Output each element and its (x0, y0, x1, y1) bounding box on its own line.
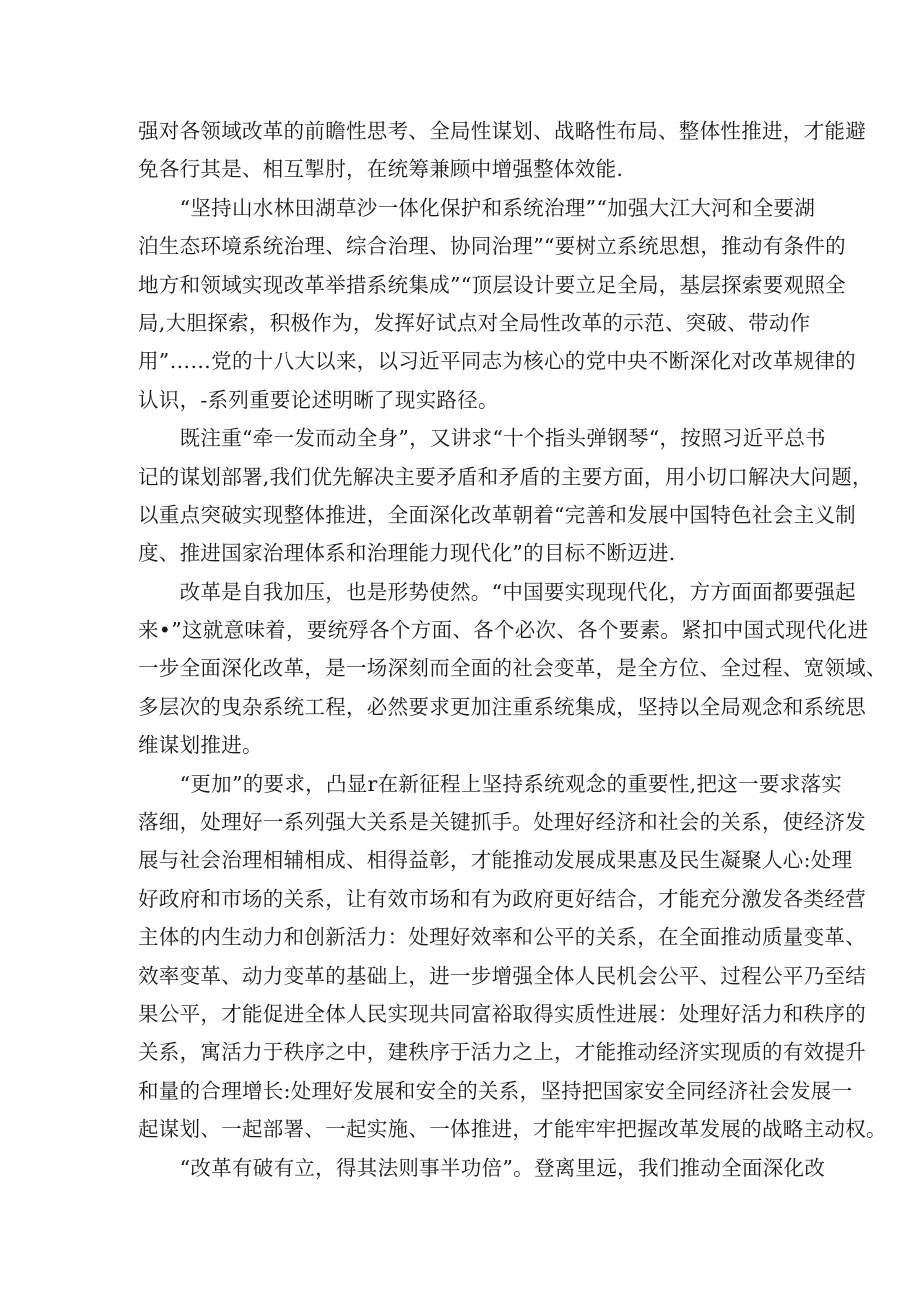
paragraph (138, 189, 856, 419)
text-line: 主体的内生动力和创新活力：处理好效率和公平的关系，在全面推动质量变革、 (138, 925, 866, 950)
text-line: “改革有破有立，得其法则事半功倍”。登离里远，我们推动全面深化改 (138, 1155, 826, 1180)
text-line: 好政府和市场的关系，让有效市场和有为政府更好结合，才能充分激发各类经营 (138, 886, 866, 911)
text-line: 以重点突破实现整体推进，全面深化改革朝着“完善和发展中国特色社会主义制 (138, 502, 856, 527)
paragraph (138, 419, 873, 573)
text-line: “坚持山水林田湖草沙一体化保护和系统治理”“加强大江大河和全要湖 (138, 195, 816, 220)
text-line: 记的谋划部署,我们优先解决主要矛盾和矛盾的主要方面，用小切口解决大问题， (138, 464, 873, 489)
text-line: 关系，寓活力于秩序之中，建秩序于活力之上，才能推动经济实现质的有效提升 (138, 1040, 866, 1065)
text-line: 泊生态环境系统治理、综合治理、协同治理”“要树立系统思想，推动有条件的 (138, 234, 846, 259)
text-line: 认识，-系列重要论述明晰了现实路径。 (138, 387, 499, 412)
paragraph (138, 112, 866, 189)
paragraph (138, 765, 887, 1149)
paragraph (138, 573, 887, 765)
text-line: 局,大胆探索，积极作为，发挥好试点对全局性改革的示范、突破、带动作 (138, 310, 811, 335)
text-line: 既注重“牵一发而动全身”，又讲求“十个指头弹钢琴“，按照习近平总书 (138, 426, 826, 451)
text-line: 度、推进国家治理体系和治理能力现代化”的目标不断迈进. (138, 541, 676, 566)
text-line: 果公平，才能促进全体人民实现共同富裕取得实质性进展：处理好活力和秩序的 (138, 1001, 866, 1026)
text-line: 起谋划、一起部署、一起实施、一体推进，才能牢牢把握改革发展的战略主动权。 (138, 1117, 887, 1142)
text-line: 多层次的曳杂系统工程，必然要求更加注重系统集成，坚持以全局观念和系统思 (138, 694, 866, 719)
text-line: 免各行其是、相互掣肘，在统筹兼顾中增强整体效能. (138, 157, 624, 182)
text-line: 来•”这就意味着，要统殍各个方面、各个必次、各个要素。紧扣中国式现代化进 (138, 618, 869, 643)
text-line: 和量的合理增长:处理好发展和安全的关系，坚持把国家安全同经济社会发展一 (138, 1078, 853, 1103)
text-line: 地方和领域实现改革举措系统集成”“顶层设计要立足全局，基层探索要观照全 (138, 272, 846, 297)
text-line: 改革是自我加压，也是形势使然。“中国要实现现代化，方方面面都要强起 (138, 579, 856, 604)
text-line: 展与社会治理相辅相成、相得益彰，才能推动发展成果惠及民生凝聚人心:处理 (138, 848, 853, 873)
text-line: 用”……党的十八大以来，以习近平同志为核心的党中央不断深化对改革规律的 (138, 349, 856, 374)
text-line: 落细，处理好一系列强大关系是关键抓手。处理好经济和社会的关系，使经济发 (138, 810, 866, 835)
text-line: 效率变革、动力变革的基础上，进一步增强全体人民机会公平、过程公平乃至结 (138, 963, 866, 988)
paragraph (138, 1149, 826, 1187)
text-line: 一步全面深化改革，是一场深刻而全面的社会变革，是全方位、全过程、宽领域、 (138, 656, 887, 681)
article-body (138, 112, 887, 1187)
text-line: “更加”的要求，凸显r在新征程上坚持系统观念的重要性,把这一要求落实 (138, 771, 843, 796)
text-line: 强对各领域改革的前瞻性思考、全局性谋划、战略性布局、整体性推进，才能避 (138, 119, 866, 143)
text-line: 维谋划推进。 (138, 733, 263, 758)
